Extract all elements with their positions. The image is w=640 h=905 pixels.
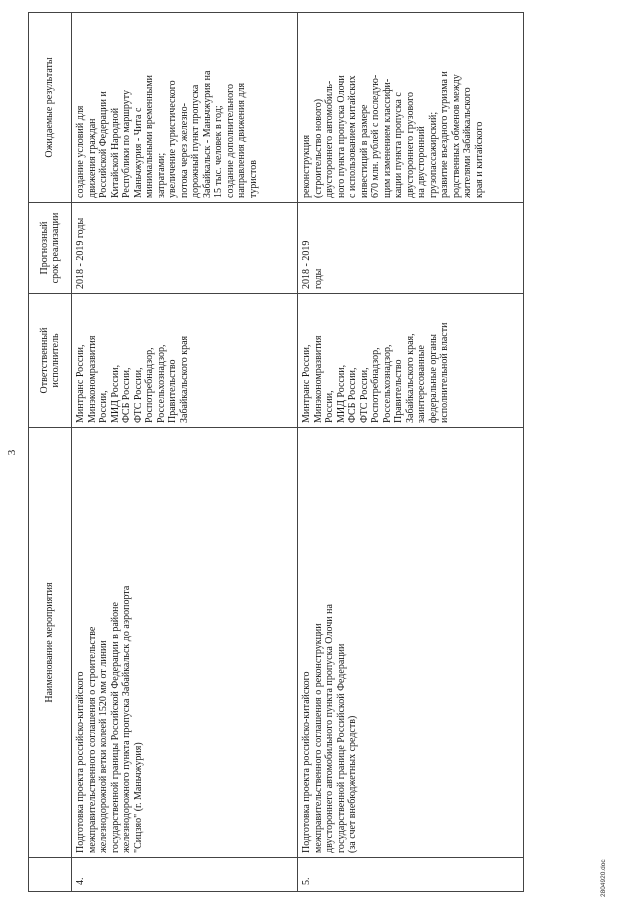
implementation-deadline: 2018 - 2019 годы (298, 203, 524, 294)
table-row (298, 13, 524, 892)
measures-table (28, 12, 524, 892)
document-id: 2804920.doc (600, 859, 607, 897)
row-number: 4. (72, 858, 298, 892)
header-executor: Ответственный исполнитель (29, 294, 72, 428)
row-number: 5. (298, 858, 524, 892)
header-num (29, 858, 72, 892)
responsible-executor: Минтранс России, Минэкономразвития России, МИД России, ФСБ России, ФТС России, Роспотребнадзор, Россельхознадзор, Правительство Забайкальского края (72, 294, 298, 428)
measure-name: Подготовка проекта российско-китайского межправительственного соглашения о реконструкции двустороннего автомобильного пункта пропуска Олочи на государственной границе Российской Федерации (за счет внебюджетных средств) (298, 428, 524, 858)
expected-results: создание условий для движения граждан Российской Федерации и Китайской Народной Республики по маршруту Маньчжурия - Чита с минимальными временными затратами; увеличение туристического потока через железно- дорожный пункт пропуска Забайкальск - Маньчжурия на 15 тыс. человек в год; создание дополнительного направления движения для туристов (72, 13, 298, 203)
table-row (72, 13, 298, 892)
measure-name: Подготовка проекта российско-китайского межправительственного соглашения о строительстве железнодорожной ветки колеей 1520 мм от линии государственной границы Российской Федерации в районе железнодорожного пункта пропуска Забайкальск до аэропорта "Сицзяо" (г. Маньчжурия) (72, 428, 298, 858)
header-deadline: Прогнозный срок реализации (29, 203, 72, 294)
header-results: Ожидаемые результаты (29, 13, 72, 203)
implementation-deadline: 2018 - 2019 годы (72, 203, 298, 294)
responsible-executor: Минтранс России, Минэкономразвития России, МИД России, ФСБ России, ФТС России, Роспотребнадзор, Россельхознадзор, Правительство Забайкальского края, заинтересованные федеральные органы исполнительной власти (298, 294, 524, 428)
table-header-row (29, 13, 72, 892)
page-number: 3 (6, 449, 18, 456)
header-name: Наименование мероприятия (29, 428, 72, 858)
expected-results: реконструкция (строительство нового) двустороннего автомобиль- ного пункта пропуска Олочи с использованием китайских инвестиций в размере 670 млн. рублей с последую- щим изменением классифи- кации пункта пропуска с двустороннего грузового на двусторонний грузопассажирский; развитие въездного туризма и родственных обменов между жителями Забайкальского края и китайского (298, 13, 524, 203)
